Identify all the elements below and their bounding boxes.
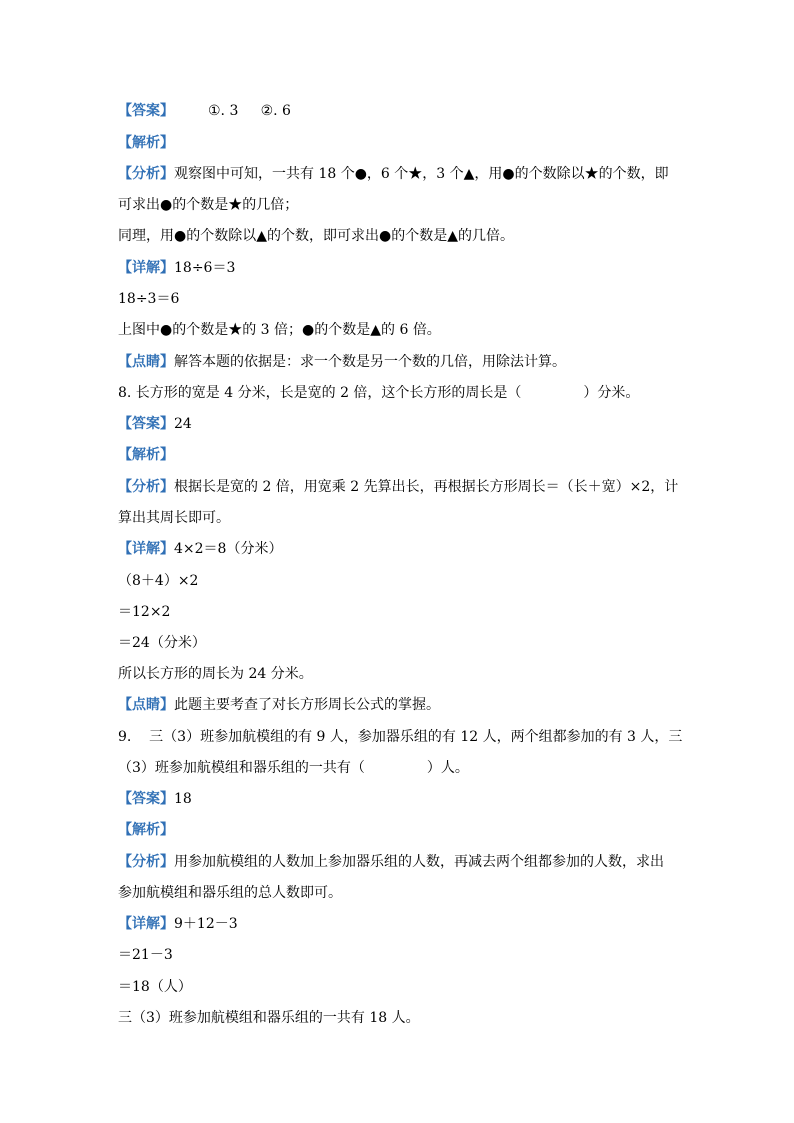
q7-fenxi-line-1 — [118, 164, 678, 184]
q8-xiangjie-line-4 — [118, 633, 678, 653]
q7-fenxi-text-1: 观察图中可知，一共有 18 个●，6 个★，3 个▲，用●的个数除以★的个数，即 — [174, 166, 669, 182]
q8-dianjing-line — [118, 695, 678, 715]
q8-fenxi-text-1: 根据长是宽的 2 倍，用宽乘 2 先算出长，再根据长方形周长＝（长＋宽）×2，计 — [174, 479, 679, 495]
q9-fenxi-text-2: 参加航模组和器乐组的总人数即可。 — [118, 885, 342, 901]
q9-xiangjie-line-1 — [118, 914, 678, 934]
q9-jiexi-line — [118, 820, 678, 840]
q7-fenxi-line-3 — [118, 226, 678, 246]
q8-jiexi-line — [118, 445, 678, 465]
answer-label: 【答案】 — [118, 416, 174, 432]
fenxi-label: 【分析】 — [118, 854, 174, 870]
q9-question-text-2a: （3）班参加航模组和器乐组的一共有（ — [118, 760, 365, 776]
q8-question-text-b: ）分米。 — [583, 385, 640, 401]
q9-question-line-2 — [118, 758, 678, 778]
q7-xiangjie-line-3 — [118, 320, 678, 340]
q9-question-line-1 — [118, 727, 683, 747]
q9-xiangjie-text-4: 三（3）班参加航模组和器乐组的一共有 18 人。 — [118, 1010, 420, 1026]
q8-xiangjie-line-2 — [118, 571, 678, 591]
xiangjie-label: 【详解】 — [118, 916, 174, 932]
q8-question-line — [118, 383, 678, 403]
q8-fenxi-line-2 — [118, 508, 678, 528]
xiangjie-label: 【详解】 — [118, 260, 174, 276]
dianjing-label: 【点睛】 — [118, 354, 174, 370]
q7-dianjing-text: 解答本题的依据是：求一个数是另一个数的几倍，用除法计算。 — [174, 354, 566, 370]
q7-xiangjie-text-2: 18÷3＝6 — [118, 291, 180, 307]
q9-question-text-2b: ）人。 — [426, 760, 469, 776]
q9-answer-text: 18 — [174, 791, 192, 807]
q8-xiangjie-line-1 — [118, 539, 678, 559]
q9-xiangjie-text-2: ＝21－3 — [118, 947, 173, 963]
q8-xiangjie-text-3: ＝12×2 — [118, 604, 171, 620]
q9-fenxi-line-2 — [118, 883, 678, 903]
q8-xiangjie-line-5 — [118, 664, 678, 684]
q7-dianjing-line — [118, 352, 678, 372]
q9-answer-line — [118, 789, 678, 809]
q8-dianjing-text: 此题主要考查了对长方形周长公式的掌握。 — [174, 697, 440, 713]
jiexi-label: 【解析】 — [118, 822, 174, 838]
q9-xiangjie-text-1: 9＋12－3 — [174, 916, 238, 932]
q7-xiangjie-text-3: 上图中●的个数是★的 3 倍；●的个数是▲的 6 倍。 — [118, 322, 441, 338]
q9-fenxi-line-1 — [118, 852, 678, 872]
dianjing-label: 【点睛】 — [118, 697, 174, 713]
q7-fenxi-text-2: 可求出●的个数是★的几倍； — [118, 197, 299, 213]
q8-fenxi-line-1 — [118, 477, 678, 497]
q8-question-text-a: 8. 长方形的宽是 4 分米，长是宽的 2 倍，这个长方形的周长是（ — [118, 385, 522, 401]
xiangjie-label: 【详解】 — [118, 541, 174, 557]
q9-xiangjie-line-4 — [118, 1008, 678, 1028]
q7-jiexi-line — [118, 133, 678, 153]
q8-xiangjie-line-3 — [118, 602, 678, 622]
q8-xiangjie-text-4: ＝24（分米） — [118, 635, 206, 651]
q8-xiangjie-text-5: 所以长方形的周长为 24 分米。 — [118, 666, 313, 682]
jiexi-label: 【解析】 — [118, 135, 174, 151]
q9-question-text-1: 9. 三（3）班参加航模组的有 9 人，参加器乐组的有 12 人，两个组都参加的有 3 人，三 — [118, 729, 683, 745]
q8-fenxi-text-2: 算出其周长即可。 — [118, 510, 230, 526]
q9-xiangjie-line-3 — [118, 977, 678, 997]
q8-xiangjie-text-1: 4×2＝8（分米） — [174, 541, 283, 557]
q7-fenxi-line-2 — [118, 195, 678, 215]
fenxi-label: 【分析】 — [118, 479, 174, 495]
jiexi-label: 【解析】 — [118, 447, 174, 463]
answer-label: 【答案】 — [118, 791, 174, 807]
fenxi-label: 【分析】 — [118, 166, 174, 182]
q8-answer-line — [118, 414, 678, 434]
q7-xiangjie-text-1: 18÷6＝3 — [174, 260, 236, 276]
q7-xiangjie-line-2 — [118, 289, 678, 309]
q7-xiangjie-line-1 — [118, 258, 678, 278]
q8-answer-text: 24 — [174, 416, 192, 432]
q9-fenxi-text-1: 用参加航模组的人数加上参加器乐组的人数，再减去两个组都参加的人数，求出 — [174, 854, 664, 870]
q9-xiangjie-text-3: ＝18（人） — [118, 979, 192, 995]
q8-xiangjie-text-2: （8＋4）×2 — [118, 573, 199, 589]
q9-xiangjie-line-2 — [118, 945, 678, 965]
answer-label: 【答案】 — [118, 103, 174, 119]
q7-answer-line — [118, 101, 678, 121]
q7-answer-text: ①. 3 ②. 6 — [208, 103, 291, 119]
q7-fenxi-text-3: 同理，用●的个数除以▲的个数，即可求出●的个数是▲的几倍。 — [118, 228, 514, 244]
